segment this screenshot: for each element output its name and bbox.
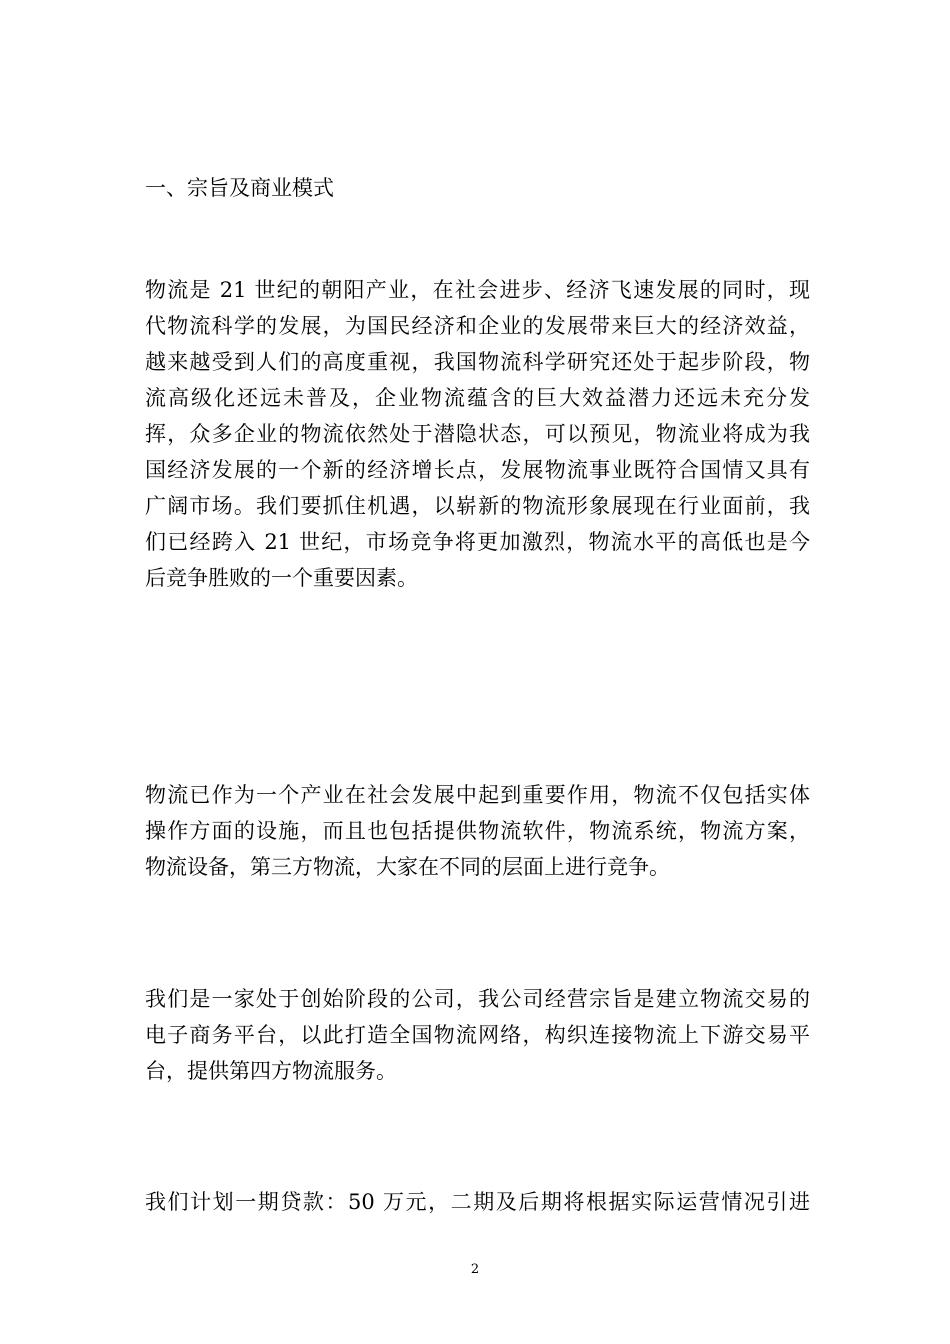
paragraph-intro [145, 272, 810, 596]
text-line: 我们是一家处于创始阶段的公司，我公司经营宗旨是建立物流交易的 [145, 987, 810, 1011]
text-line: 后竞争胜败的一个重要因素。 [145, 566, 418, 590]
text-line: 我们计划一期贷款：50 万元，二期及后期将根据实际运营情况引进 [145, 1190, 810, 1214]
text-line: 物流设备，第三方物流，大家在不同的层面上进行竞争。 [145, 855, 670, 879]
text-line: 物流已作为一个产业在社会发展中起到重要作用，物流不仅包括实体 [145, 783, 810, 807]
text-line: 台，提供第四方物流服务。 [145, 1059, 397, 1083]
text-line: 代物流科学的发展，为国民经济和企业的发展带来巨大的经济效益， [145, 314, 810, 338]
text-line: 国经济发展的一个新的经济增长点，发展物流事业既符合国情又具有 [145, 458, 810, 482]
text-line: 广阔市场。我们要抓住机遇，以崭新的物流形象展现在行业面前，我 [145, 494, 810, 518]
text-line: 操作方面的设施，而且也包括提供物流软件，物流系统，物流方案， [145, 819, 810, 843]
text-line: 电子商务平台，以此打造全国物流网络，构织连接物流上下游交易平 [145, 1023, 810, 1047]
page-number: 2 [470, 1262, 480, 1277]
text-line: 们已经跨入 21 世纪，市场竞争将更加激烈，物流水平的高低也是今 [145, 530, 810, 554]
text-line: 挥，众多企业的物流依然处于潜隐状态，可以预见，物流业将成为我 [145, 422, 810, 446]
text-line: 越来越受到人们的高度重视，我国物流科学研究还处于起步阶段，物 [145, 350, 810, 374]
text-line: 流高级化还远未普及，企业物流蕴含的巨大效益潜力还远未充分发 [145, 386, 810, 410]
section-heading: 一、宗旨及商业模式 [145, 176, 334, 200]
text-line: 物流是 21 世纪的朝阳产业，在社会进步、经济飞速发展的同时，现 [145, 278, 810, 302]
paragraph-funding [145, 1184, 810, 1220]
paragraph-company [145, 981, 810, 1089]
paragraph-industry [145, 777, 810, 885]
